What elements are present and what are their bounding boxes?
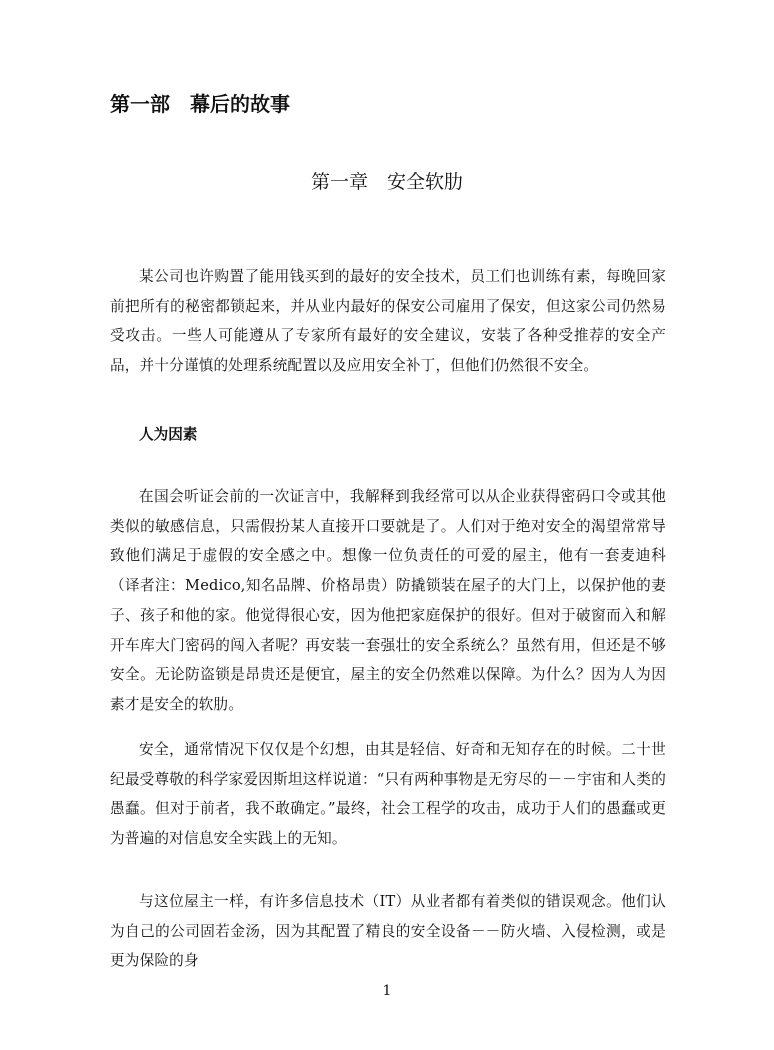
part-title: 第一部 幕后的故事 [110, 92, 290, 116]
paragraph: 在国会听证会前的一次证言中，我解释到我经常可以从企业获得密码口令或其他类似的敏感信息，只需假扮某人直接开口要就是了。人们对于绝对安全的渴望常常导致他们满足于虚假的安全感之中。想像一位负责任的可爱的屋主，他有一套麦迪科（译者注：Medico,知名品牌、价格昂贵）防撬锁装在屋子的大门上，以保护他的妻子、孩子和他的家。他觉得很心安，因为他把家庭保护的很好。但对于破窗而入和解开车库大门密码的闯入者呢？再安装一套强壮的安全系统么？虽然有用，但还是不够安全。无论防盗锁是昂贵还是便宜，屋主的安全仍然难以保障。为什么？因为人为因素才是安全的软肋。 [110, 488, 666, 713]
chapter-title: 第一章 安全软肋 [310, 171, 463, 193]
section-heading: 人为因素 [139, 426, 198, 443]
paragraph: 安全，通常情况下仅仅是个幻想，由其是轻信、好奇和无知存在的时候。二十世纪最受尊敬的科学家爱因斯坦这样说道：“只有两种事物是无穷尽的－－宇宙和人类的愚蠢。但对于前者，我不敢确定。”最终，社会工程学的攻击，成功于人们的愚蠢或更为普遍的对信息安全实践上的无知。 [110, 741, 666, 848]
paragraph: 某公司也许购置了能用钱买到的最好的安全技术，员工们也训练有素，每晚回家前把所有的秘密都锁起来，并从业内最好的保安公司雇用了保安，但这家公司仍然易受攻击。一些人可能遵从了专家所有最好的安全建议，安装了各种受推荐的安全产品，并十分谨慎的处理系统配置以及应用安全补丁，但他们仍然很不安全。 [110, 268, 666, 375]
page-number: 1 [382, 983, 392, 999]
paragraph: 与这位屋主一样，有许多信息技术（IT）从业者都有着类似的错误观念。他们认为自己的公司固若金汤，因为其配置了精良的安全设备－－防火墙、入侵检测，或是更为保险的身 [110, 893, 666, 970]
